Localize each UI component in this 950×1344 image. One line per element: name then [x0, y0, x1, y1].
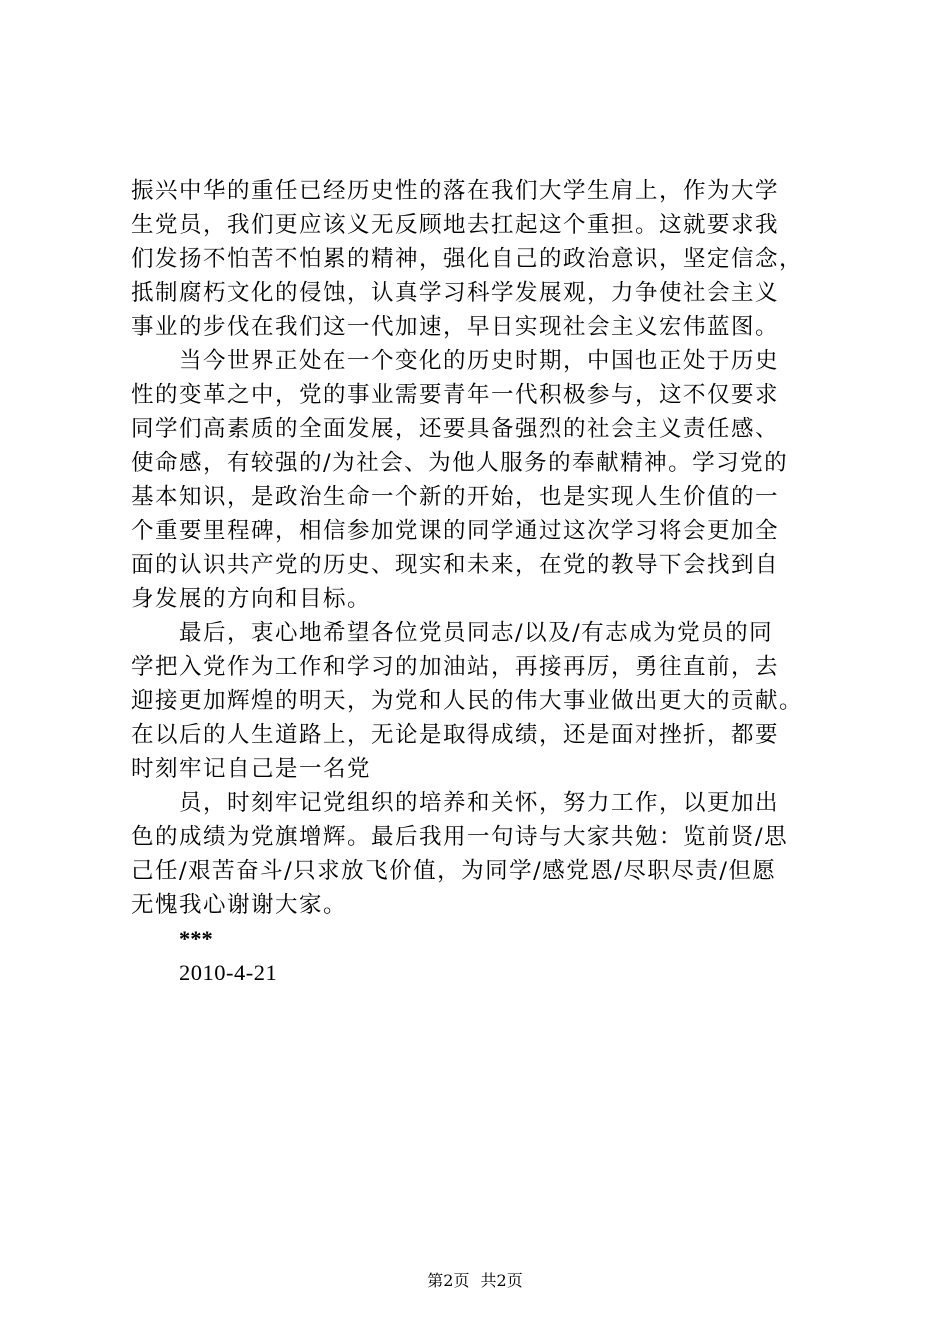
text-line: 无愧我心谢谢大家。 — [131, 892, 348, 918]
text-line: 事业的步伐在我们这一代加速，早日实现社会主义宏伟蓝图。 — [131, 314, 780, 340]
text-line: 在以后的人生道路上，无论是取得成绩，还是面对挫折，都要 — [131, 722, 780, 748]
page-number: 第2页 — [427, 1271, 470, 1290]
text-line: 个重要里程碑，相信参加党课的同学通过这次学习将会更加全 — [131, 518, 780, 544]
text-line: 使命感，有较强的/为社会、为他人服务的奉献精神。学习党的 — [131, 450, 789, 476]
text-line: 生党员，我们更应该义无反顾地去扛起这个重担。这就要求我 — [131, 212, 780, 238]
page-total: 共2页 — [480, 1271, 523, 1290]
text-line: 当今世界正处在一个变化的历史时期，中国也正处于历史 — [179, 348, 780, 374]
body-text — [131, 174, 841, 990]
text-line: 们发扬不怕苦不怕累的精神，强化自己的政治意识，坚定信念， — [131, 246, 804, 272]
text-line: 时刻牢记自己是一名党 — [131, 756, 372, 782]
page-footer — [0, 1271, 950, 1291]
signature: *** — [179, 926, 213, 951]
text-line: 员，时刻牢记党组织的培养和关怀，努力工作，以更加出 — [179, 790, 780, 816]
text-line: 抵制腐朽文化的侵蚀，认真学习科学发展观，力争使社会主义 — [131, 280, 780, 306]
text-line: 迎接更加辉煌的明天，为党和人民的伟大事业做出更大的贡献。 — [131, 688, 804, 714]
text-line: 己任/艰苦奋斗/只求放飞价值，为同学/感党恩/尽职尽责/但愿 — [131, 858, 777, 884]
text-line: 学把入党作为工作和学习的加油站，再接再厉，勇往直前，去 — [131, 654, 780, 680]
text-line: 最后，衷心地希望各位党员同志/以及/有志成为党员的同 — [179, 620, 774, 646]
text-line: 性的变革之中，党的事业需要青年一代积极参与，这不仅要求 — [131, 382, 780, 408]
text-line: 振兴中华的重任已经历史性的落在我们大学生肩上，作为大学 — [131, 178, 780, 204]
text-line: 面的认识共产党的历史、现实和未来，在党的教导下会找到自 — [131, 552, 780, 578]
text-line: 身发展的方向和目标。 — [131, 586, 372, 612]
document-date: 2010-4-21 — [179, 960, 278, 985]
text-line: 同学们高素质的全面发展，还要具备强烈的社会主义责任感、 — [131, 416, 780, 442]
text-line: 色的成绩为党旗增辉。最后我用一句诗与大家共勉：览前贤/思 — [131, 824, 789, 850]
text-line: 基本知识，是政治生命一个新的开始，也是实现人生价值的一 — [131, 484, 780, 510]
